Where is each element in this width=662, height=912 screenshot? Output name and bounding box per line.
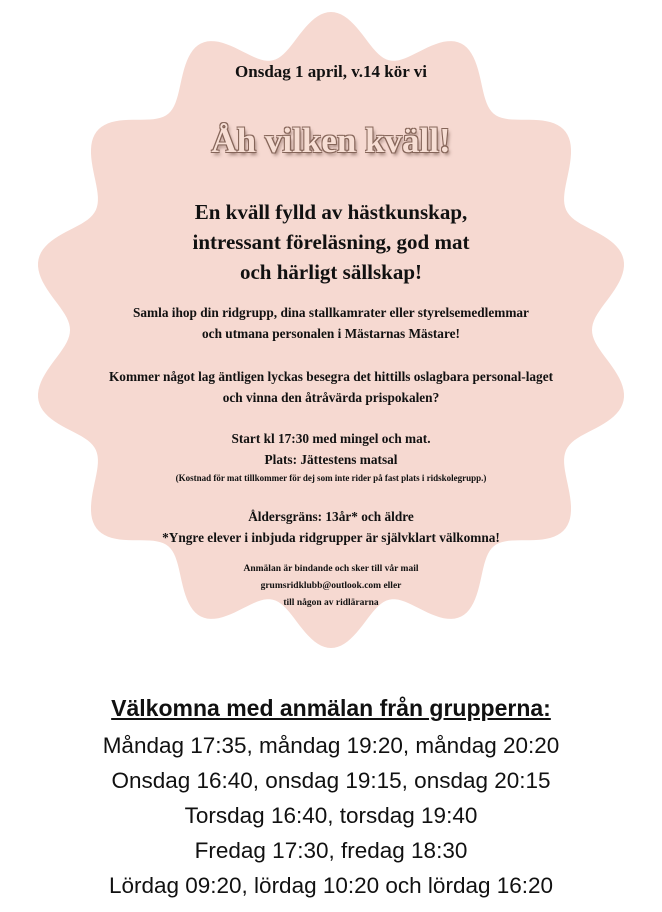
question-line: och vinna den åtråvärda prispokalen? bbox=[222, 390, 440, 405]
challenge-line: Samla ihop din ridgrupp, dina stallkamrater eller styrelsemedlemmar bbox=[133, 305, 529, 320]
groups-title: Välkomna med anmälan från grupperna: bbox=[111, 695, 551, 721]
group-line: Onsdag 16:40, onsdag 19:15, onsdag 20:15 bbox=[111, 768, 551, 793]
younger-note: *Yngre elever i inbjuda ridgrupper är självklart välkomna! bbox=[162, 530, 500, 545]
age-limit: Åldersgräns: 13år* och äldre bbox=[248, 509, 414, 524]
question-line: Kommer något lag äntligen lyckas besegra det hittills oslagbara personal-laget bbox=[108, 369, 554, 384]
group-line: Torsdag 16:40, torsdag 19:40 bbox=[184, 803, 478, 828]
signup-email: grumsridklubb@outlook.com eller bbox=[260, 581, 402, 591]
signup-line: till någon av ridlärarna bbox=[283, 598, 379, 608]
group-line: Fredag 17:30, fredag 18:30 bbox=[194, 838, 468, 863]
headline: Åh vilken kväll! bbox=[211, 121, 451, 160]
start-time: Start kl 17:30 med mingel och mat. bbox=[231, 431, 431, 446]
lead-line: En kväll fylld av hästkunskap, bbox=[194, 200, 468, 224]
event-date: Onsdag 1 april, v.14 kör vi bbox=[235, 62, 427, 81]
group-line: Lördag 09:20, lördag 10:20 och lördag 16:20 bbox=[108, 873, 554, 898]
group-line: Måndag 17:35, måndag 19:20, måndag 20:20 bbox=[102, 733, 560, 758]
signup-line: Anmälan är bindande och sker till vår mail bbox=[243, 564, 419, 574]
lead-line: intressant föreläsning, god mat bbox=[192, 230, 470, 254]
lead-line: och härligt sällskap! bbox=[239, 260, 423, 284]
event-place: Plats: Jättestens matsal bbox=[264, 452, 398, 467]
challenge-line: och utmana personalen i Mästarnas Mästare! bbox=[202, 326, 460, 341]
cost-note: (Kostnad för mat tillkommer för dej som inte rider på fast plats i ridskolegrupp.) bbox=[175, 473, 487, 483]
